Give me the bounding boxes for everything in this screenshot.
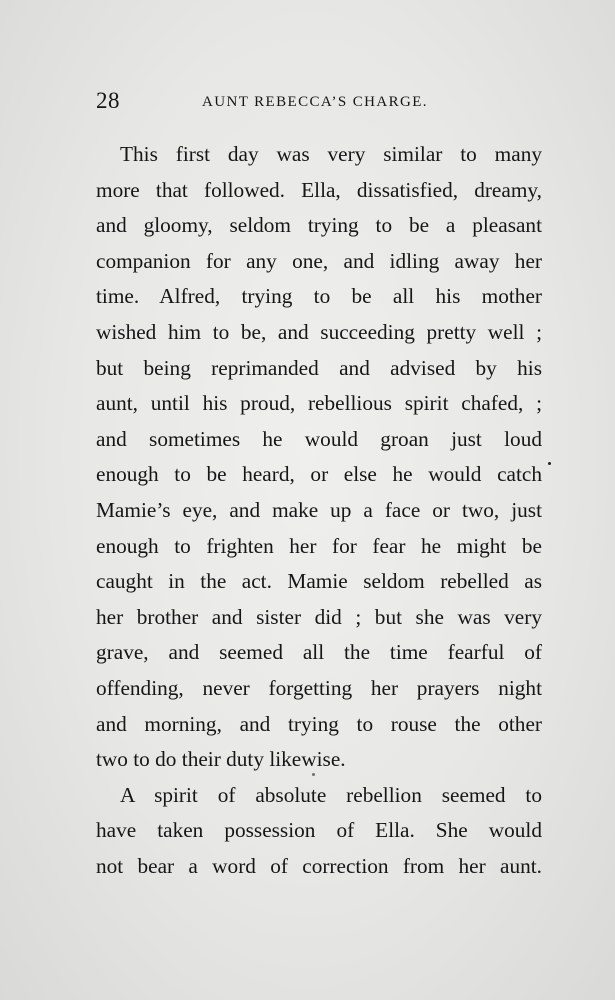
ink-speck <box>548 462 551 465</box>
text-line: have taken possession of Ella. She would <box>96 818 542 843</box>
body-text <box>96 137 542 884</box>
text-line: grave, and seemed all the time fearful of <box>96 640 542 665</box>
text-line: time. Alfred, trying to be all his mother <box>96 284 542 309</box>
text-line: two to do their duty likewise. <box>96 747 346 772</box>
text-line: offending, never forgetting her prayers night <box>96 675 542 700</box>
text-line: This first day was very similar to many <box>120 142 542 166</box>
text-line: but being reprimanded and advised by his <box>96 355 542 380</box>
text-line: A spirit of absolute rebellion seemed to <box>120 782 542 807</box>
text-line: more that followed. Ella, dissatisfied, dreamy, <box>96 177 542 202</box>
running-title: AUNT REBECCA’S CHARGE. <box>202 94 428 110</box>
text-line: aunt, until his proud, rebellious spirit chafed, ; <box>96 391 542 416</box>
text-line: Mamie’s eye, and make up a face or two, just <box>96 497 542 522</box>
page-number: 28 <box>96 88 120 113</box>
running-header <box>96 88 542 118</box>
text-line: and morning, and trying to rouse the other <box>96 711 542 736</box>
text-line: her brother and sister did ; but she was very <box>96 604 542 629</box>
text-line: and gloomy, seldom trying to be a pleasant <box>96 213 542 238</box>
text-line: wished him to be, and succeeding pretty well ; <box>96 319 542 344</box>
text-line: and sometimes he would groan just loud <box>96 426 542 451</box>
text-line: not bear a word of correction from her aunt. <box>96 853 542 878</box>
ink-speck <box>312 773 315 776</box>
text-line: companion for any one, and idling away her <box>96 248 542 273</box>
text-line: enough to be heard, or else he would catch <box>96 462 542 487</box>
text-line: caught in the act. Mamie seldom rebelled as <box>96 569 542 594</box>
text-line: enough to frighten her for fear he might be <box>96 533 542 558</box>
